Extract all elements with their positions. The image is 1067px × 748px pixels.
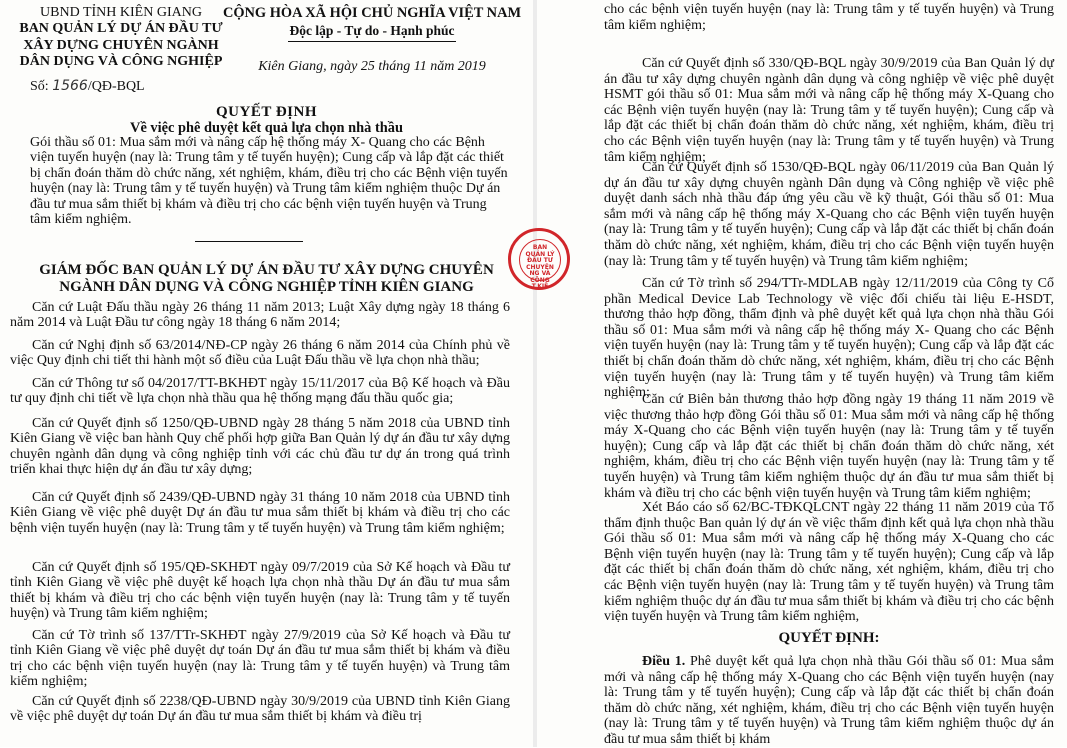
legal-basis-11: Căn cứ Tờ trình số 294/TTr-MDLAB ngày 12/11/2019 của Công ty Cổ phần Medical Device Lab Technology về việc đối chiếu tài liệu E-HSDT, thương thảo hợp đồng, thẩm định và phê duyệt kết quả lựa chọn nhà thầu Gói thầu số 01: Mua sắm mới và nâng cấp hệ thống máy X- Quang cho các Bệnh viện tuyến huyện (nay là: Trung tâm y tế tuyến huyện); Cung cấp và lắp đặt các thiết bị chẩn đoán thăm dò chức năng, xét nghiệm, khám, điều trị cho các Bệnh viện tuyến huyện (nay là: Trung tâm y tế tuyến huyện) và Trung tâm kiểm nghiệm; [604, 276, 1054, 401]
legal-basis-9: Căn cứ Quyết định số 330/QĐ-BQL ngày 30/9/2019 của Ban Quản lý dự án đầu tư xây dựng chuyên ngành dân dụng và công nghiệp về việc phê duyệt HSMT gói thầu số 01: Mua sắm mới và nâng cấp hệ thống máy X-Quang cho các Bệnh viện tuyến huyện (nay là: Trung tâm y tế tuyến huyện); Cung cấp và lắp đặt các thiết bị chẩn đoán thăm dò chức năng, xét nghiệm, khám, điều trị cho các Bệnh viện tuyến huyện (nay là: Trung tâm y tế tuyến huyện) và Trung tâm kiểm nghiệm; [604, 56, 1054, 165]
director-line-1: GIÁM ĐỐC BAN QUẢN LÝ DỰ ÁN ĐẦU TƯ XÂY DỰNG CHUYÊN [39, 262, 494, 278]
legal-basis-10: Căn cứ Quyết định số 1530/QĐ-BQL ngày 06/11/2019 của Ban Quản lý dự án đầu tư xây dựng chuyên ngành Dân dụng và Công nghiệp về việc phê duyệt danh sách nhà thầu đáp ứng yêu cầu về kỹ thuật, Gói thầu số 01: Mua sắm mới và nâng cấp hệ thống máy X-Quang cho các Bệnh viện tuyến huyện (nay là: Trung tâm y tế tuyến huyện); Cung cấp và lắp đặt các thiết bị chẩn đoán thăm dò chức năng, xét nghiệm, khám, điều trị cho các Bệnh viện tuyến huyện (nay là: Trung tâm y tế tuyến huyện) và Trung tâm kiểm nghiệm; [604, 160, 1054, 269]
doc-no-suffix: /QĐ-BQL [87, 79, 145, 94]
article-1-label: Điều 1. [642, 654, 686, 669]
legal-basis-4: Căn cứ Quyết định số 1250/QĐ-UBND ngày 28 tháng 5 năm 2018 của UBND tỉnh Kiên Giang về việc ban hành Quy chế phối hợp giữa Ban Quản lý dự án đầu tư xây dựng chuyên ngành dân dụng và công nghiệp tỉnh với các chủ đầu tư dự án trong quá trình triển khai thực hiện dự án đầu tư xây dựng; [10, 416, 510, 478]
seal-text: BAN QUẢN LÝ ĐẦU TƯ CHUYÊN NG VÀ CÔNG T.KIÊ [525, 244, 555, 290]
left-page [0, 0, 533, 747]
article-1-text: Phê duyệt kết quả lựa chọn nhà thầu Gói thầu số 01: Mua sắm mới và nâng cấp hệ thống máy X-Quang cho các Bệnh viện tuyến huyện (nay là: Trung tâm y tế tuyến huyện); Cung cấp và lắp đặt các thiết bị chẩn đoán thăm dò chức năng, xét nghiệm, khám, điều trị cho các Bệnh viện tuyến huyện (nay là: Trung tâm y tế tuyến huyện) và Trung tâm kiểm nghiệm thuộc dự án đầu tư mua sắm thiết bị khám [604, 654, 1054, 747]
legal-basis-6: Căn cứ Quyết định số 195/QĐ-SKHĐT ngày 09/7/2019 của Sở Kế hoạch và Đầu tư tỉnh Kiên Giang về việc phê duyệt kế hoạch lựa chọn nhà thầu Dự án đầu tư mua sắm thiết bị khám và điều trị cho các bệnh viện tuyến huyện (nay là: Trung tâm y tế tuyến huyện) và Trung tâm kiểm nghiệm; [10, 560, 510, 622]
legal-basis-3: Căn cứ Thông tư số 04/2017/TT-BKHĐT ngày 15/11/2017 của Bộ Kế hoạch và Đầu tư quy định chi tiết về lựa chọn nhà thầu qua hệ thống mạng đấu thầu quốc gia; [10, 376, 510, 407]
motto-underline [288, 41, 456, 42]
doc-no-label: Số: [30, 79, 49, 94]
continuation-text: cho các bệnh viện tuyến huyện (nay là: Trung tâm y tế tuyến huyện) và Trung tâm kiểm nghiệm; [604, 2, 1054, 33]
review-report: Xét Báo cáo số 62/BC-TĐKQLCNT ngày 22 tháng 11 năm 2019 của Tổ thẩm định thuộc Ban quản lý dự án về việc thẩm định kết quả lựa chọn nhà thầu Gói thầu số 01: Mua sắm mới và nâng cấp hệ thống máy X-Quang cho các Bệnh viện tuyến huyện (nay là: Trung tâm y tế tuyến huyện); Cung cấp và lắp đặt các thiết bị chẩn đoán thăm dò chức năng, xét nghiệm, khám, điều trị cho các Bệnh viện tuyến huyện (nay là: Trung tâm y tế tuyến huyện) và Trung tâm kiểm nghiệm thuộc dự án đầu tư mua sắm thiết bị khám và điều trị cho các bệnh viện tuyến huyện và Trung tâm kiểm nghiệm, [604, 500, 1054, 625]
nation-name: CỘNG HÒA XÃ HỘI CHỦ NGHĨA VIỆT NAM [222, 5, 522, 21]
nation-header [222, 4, 522, 76]
legal-basis-5: Căn cứ Quyết định số 2439/QĐ-UBND ngày 31 tháng 10 năm 2018 của UBND tỉnh Kiên Giang về việc phê duyệt Dự án đầu tư mua sắm thiết bị khám và điều trị cho các bệnh viện tuyến huyện (nay là: Trung tâm y tế tuyến huyện) và Trung tâm kiểm nghiệm; [10, 490, 510, 536]
article-1 [604, 654, 1054, 748]
decision-subtitle: Về việc phê duyệt kết quả lựa chọn nhà thầu [130, 120, 403, 136]
agency-line-3: XÂY DỰNG CHUYÊN NGÀNH [23, 37, 219, 53]
legal-basis-1: Căn cứ Luật Đấu thầu ngày 26 tháng 11 năm 2013; Luật Xây dựng ngày 18 tháng 6 năm 2014 và Luật Đầu tư công ngày 18 tháng 6 năm 2014; [10, 300, 510, 331]
agency-line-1: UBND TỈNH KIÊN GIANG [40, 5, 202, 20]
legal-basis-2: Căn cứ Nghị định số 63/2014/NĐ-CP ngày 26 tháng 6 năm 2014 của Chính phủ về việc Quy định chi tiết thi hành một số điều của Luật Đấu thầu về lựa chọn nhà thầu; [10, 338, 510, 369]
motto: Độc lập - Tự do - Hạnh phúc [289, 23, 455, 38]
package-description: Gói thầu số 01: Mua sắm mới và nâng cấp hệ thống máy X- Quang cho các Bệnh viện tuyến huyện (nay là: Trung tâm y tế tuyến huyện); Cung cấp và lắp đặt các thiết bị chẩn đoán thăm dò chức năng, xét nghiệm, khám, điều trị cho các Bệnh viện tuyến huyện (nay là: Trung tâm y tế tuyến huyện) và Trung tâm kiểm nghiệm thuộc Dự án đầu tư mua sắm thiết bị khám và điều trị cho các bệnh viện tuyến huyện và Trung tâm kiểm nghiệm. [30, 135, 508, 228]
decision-title: QUYẾT ĐỊNH [216, 104, 317, 120]
legal-basis-12: Căn cứ Biên bản thương thảo hợp đồng ngày 19 tháng 11 năm 2019 về việc thương thảo hợp đồng Gói thầu số 01: Mua sắm mới và nâng cấp hệ thống máy X-Quang cho các Bệnh viện tuyến huyện (nay là: Trung tâm y tế tuyến huyện); Cung cấp và lắp đặt các thiết bị chẩn đoán thăm dò chức năng, xét nghiệm, khám, điều trị cho các Bệnh viện tuyến huyện (nay là: Trung tâm y tế tuyến huyện) và Trung tâm kiểm nghiệm thuộc dự án đầu tư mua sắm thiết bị khám và điều trị cho các bệnh viện tuyến huyện và Trung tâm kiểm nghiệm; [604, 392, 1054, 501]
agency-line-2: BAN QUẢN LÝ DỰ ÁN ĐẦU TƯ [19, 21, 223, 36]
agency-line-4: DÂN DỤNG VÀ CÔNG NGHIỆP [19, 54, 223, 69]
legal-basis-8: Căn cứ Quyết định số 2238/QĐ-UBND ngày 30/9/2019 của UBND tỉnh Kiên Giang về việc phê duyệt dự toán Dự án đầu tư mua sắm thiết bị khám và điều trị [10, 694, 510, 725]
agency-header [10, 4, 232, 71]
document-number [30, 78, 145, 95]
doc-no-handwritten: 1566 [52, 78, 88, 94]
title-divider [195, 241, 303, 242]
legal-basis-7: Căn cứ Tờ trình số 137/TTr-SKHĐT ngày 27/9/2019 của Sở Kế hoạch và Đầu tư tỉnh Kiên Giang về việc phê duyệt dự toán Dự án đầu tư mua sắm thiết bị khám và điều trị cho các bệnh viện tuyến huyện (nay là: Trung tâm y tế tuyến huyện) và Trung tâm kiểm nghiệm; [10, 628, 510, 690]
red-seal-stamp [508, 228, 570, 290]
decision-heading: QUYẾT ĐỊNH: [778, 630, 880, 646]
director-line-2: NGÀNH DÂN DỤNG VÀ CÔNG NGHIỆP TỈNH KIÊN GIANG [59, 279, 474, 295]
place-date: Kiên Giang, ngày 25 tháng 11 năm 2019 [258, 59, 486, 74]
director-title [0, 262, 533, 296]
